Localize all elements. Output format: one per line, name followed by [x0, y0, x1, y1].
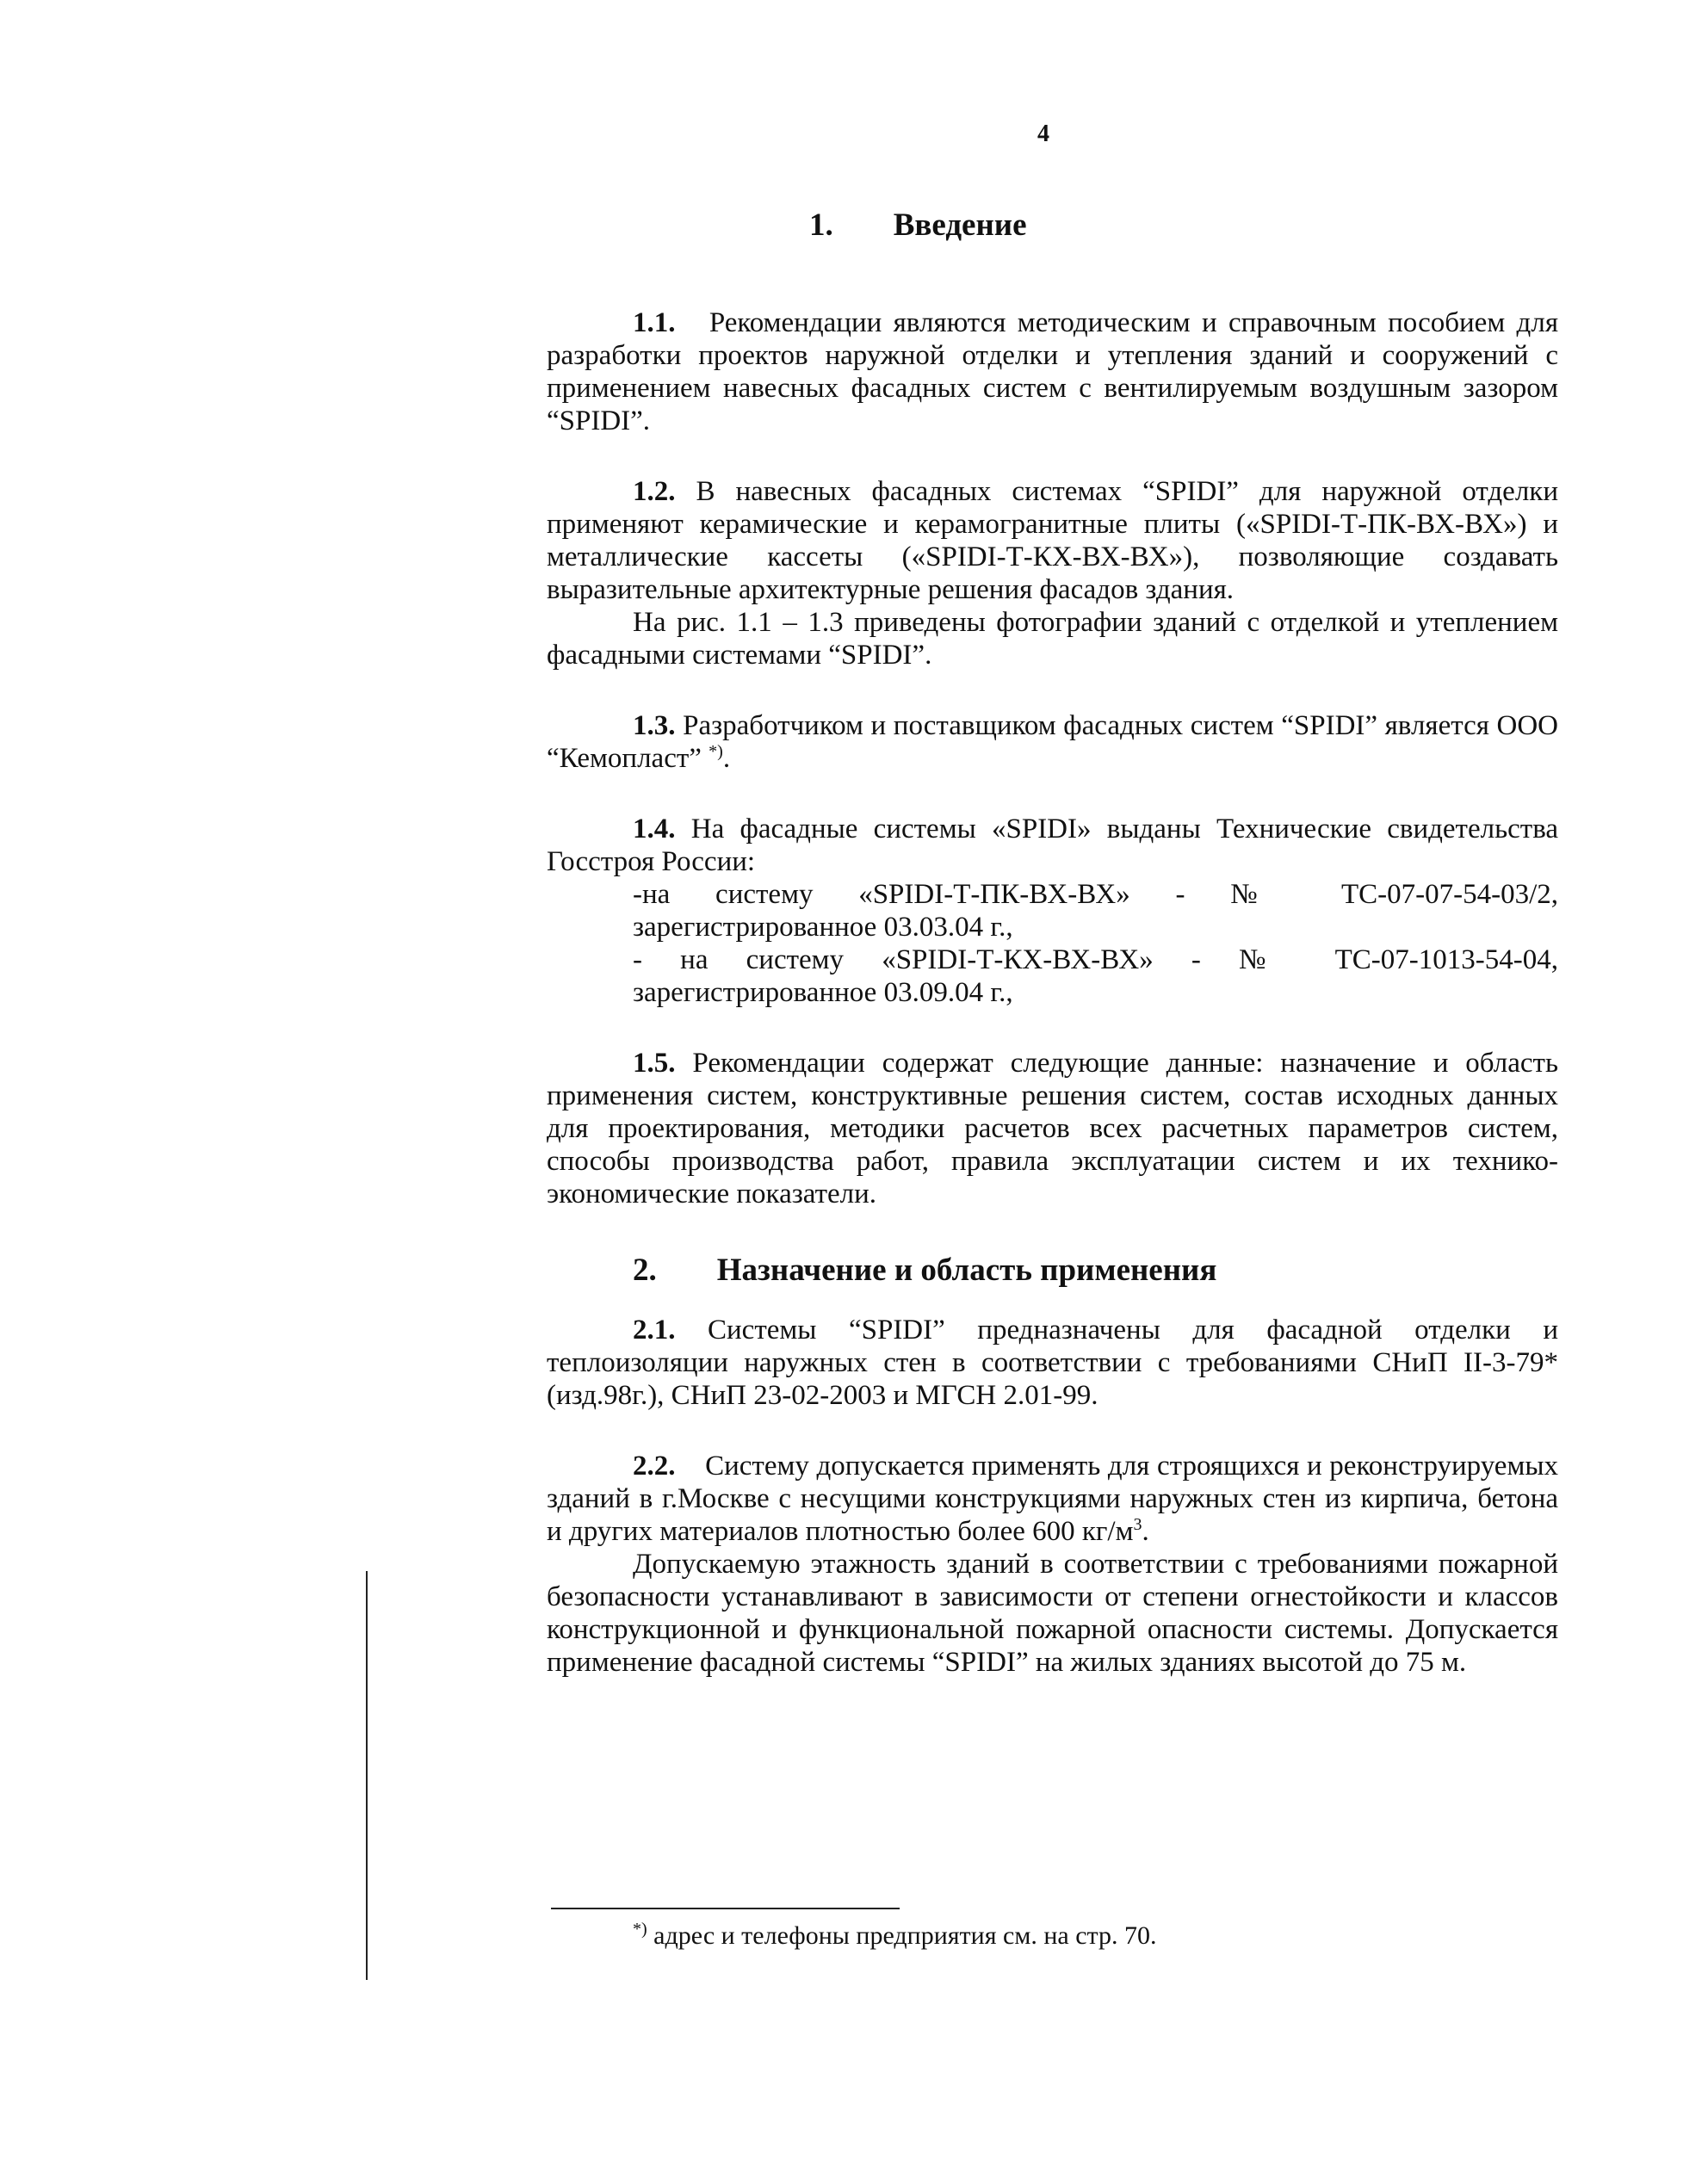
paragraph-text: Систему допускается применять для строящихся и реконструируемых зданий в г.Москве с несущими конструкциями наружных стен из кирпича, бетона и других материалов плотностью более 600 кг/м — [547, 1451, 1558, 1547]
paragraph-text: Рекомендации содержат следующие данные: назначение и область применения систем, конструктивные решения систем, состав исходных данных для проектирования, методики расчетов всех расчетных параметров систем, способы производства работ, правила эксплуатации систем и их технико-экономические показатели. — [547, 1048, 1558, 1209]
footnote-mark: *) — [633, 1920, 647, 1939]
paragraph-number: 1.2. — [633, 476, 676, 507]
certificate-item-2: - на систему «SPIDI-Т-КХ-ВХ-ВХ» - № ТС-07-1013-54-04, зарегистрированное 03.09.04 г., — [633, 944, 1558, 1008]
paragraph-number: 1.3. — [633, 710, 676, 741]
paragraph-number: 1.1. — [633, 307, 676, 338]
section-2-number: 2. — [633, 1253, 657, 1288]
paragraph-end: . — [722, 743, 731, 774]
paragraph-number: 2.1. — [633, 1315, 676, 1346]
paragraph-end: . — [1142, 1516, 1149, 1547]
paragraph-text: Разработчиком и поставщиком фасадных систем “SPIDI” является ООО “Кемопласт” — [547, 710, 1558, 774]
footnote-reference: *) — [709, 742, 723, 761]
paragraph-1-5 — [547, 1047, 1558, 1210]
paragraph-text: На фасадные системы «SPIDI» выданы Технические свидетельства Госстроя России: — [547, 813, 1558, 877]
footnote-text: адрес и телефоны предприятия см. на стр. 70. — [647, 1921, 1157, 1950]
paragraph-text: Рекомендации являются методическим и справочным пособием для разработки проектов наружной отделки и утепления зданий и сооружений с применением навесных фасадных систем с вентилируемым воздушным зазором “SPIDI”. — [547, 307, 1558, 436]
paragraph-2-2-height: Допускаемую этажность зданий в соответствии с требованиями пожарной безопасности устанавливают в зависимости от степени огнестойкости и классов конструкционной и функциональной пожарной опасности системы. Допускается применение фасадной системы “SPIDI” на жилых зданиях высотой до 75 м. — [547, 1549, 1558, 1678]
paragraph-text: В навесных фасадных системах “SPIDI” для наружной отделки применяют керамические и керамогранитные плиты («SPIDI-Т-ПК-ВХ-ВХ») и металлические кассеты («SPIDI-Т-КХ-ВХ-ВХ»), позволяющие создавать выразительные архитектурные решения фасадов здания. — [547, 476, 1558, 605]
paragraph-1-2-figures: На рис. 1.1 – 1.3 приведены фотографии зданий с отделкой и утеплением фасадными системами “SPIDI”. — [547, 607, 1558, 671]
paragraph-1-1 — [547, 306, 1558, 437]
paragraph-1-4 — [547, 813, 1558, 878]
footnote — [633, 1921, 1156, 1951]
section-1-number: 1. — [809, 207, 833, 243]
margin-scan-line — [366, 1571, 368, 1980]
document-body — [547, 207, 1558, 1679]
paragraph-2-1 — [547, 1314, 1558, 1412]
section-1-heading — [809, 207, 1558, 244]
certificate-item-1: -на систему «SPIDI-Т-ПК-ВХ-ВХ» - № ТС-07-07-54-03/2, зарегистрированное 03.03.04 г., — [633, 879, 1558, 943]
paragraph-text: Системы “SPIDI” предназначены для фасадной отделки и теплоизоляции наружных стен в соответствии с требованиями СНиП II-3-79* (изд.98г.), СНиП 23-02-2003 и МГСН 2.01-99. — [547, 1315, 1558, 1411]
section-2-title: Назначение и область применения — [716, 1253, 1217, 1288]
paragraph-number: 2.2. — [633, 1451, 676, 1482]
paragraph-1-2 — [547, 475, 1558, 606]
footnote-divider — [551, 1908, 900, 1909]
section-2-heading — [633, 1252, 1558, 1290]
paragraph-2-2 — [547, 1450, 1558, 1548]
superscript-3: 3 — [1133, 1515, 1142, 1534]
page-number: 4 — [1037, 121, 1049, 147]
paragraph-1-3 — [547, 709, 1558, 775]
paragraph-number: 1.4. — [633, 813, 676, 844]
section-1-title: Введение — [893, 207, 1027, 243]
paragraph-number: 1.5. — [633, 1048, 676, 1079]
